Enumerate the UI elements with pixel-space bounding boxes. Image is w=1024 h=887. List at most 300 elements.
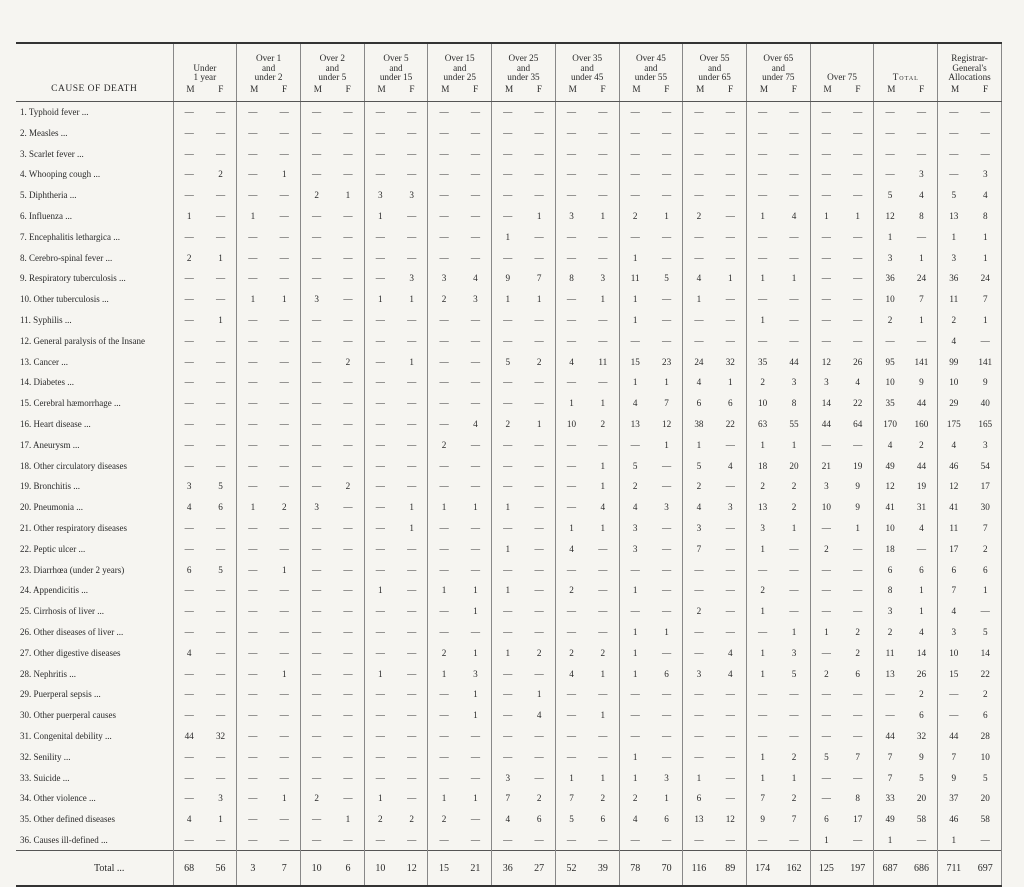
male-count-cell: — — [949, 148, 959, 159]
female-count-cell: 9 — [842, 476, 874, 497]
female-count-cell: 1 — [651, 434, 683, 455]
female-count-cell: 1 — [269, 663, 301, 684]
age-group-header — [874, 43, 938, 101]
female-count-cell: — — [523, 767, 555, 788]
male-count-cell: 4 — [569, 543, 574, 554]
female-count-cell: 5 — [969, 622, 1001, 643]
cause-label: 28. Nephritis ... — [16, 663, 173, 684]
male-count-cell: — — [248, 169, 258, 180]
male-count-cell: — — [184, 335, 194, 346]
male-count-cell: — — [694, 564, 704, 575]
male-count-cell: 2 — [569, 647, 574, 658]
male-count-cell: — — [758, 190, 768, 201]
male-count-cell: — — [184, 398, 194, 409]
female-count-cell: — — [778, 684, 810, 705]
male-count-cell: — — [312, 252, 322, 263]
male-count-cell: — — [694, 252, 704, 263]
cause-label: 18. Other circulatory diseases — [16, 455, 173, 476]
table-row — [16, 559, 1002, 580]
male-count-cell: 4 — [186, 647, 192, 658]
male-total-cell: 10 — [300, 851, 332, 887]
female-count-cell: — — [205, 642, 237, 663]
table-row — [16, 601, 1002, 622]
female-count-cell: — — [778, 830, 810, 851]
male-count-cell: — — [312, 148, 322, 159]
female-count-cell: 2 — [969, 538, 1001, 559]
female-count-cell: 1 — [651, 788, 683, 809]
female-count-cell: — — [587, 538, 619, 559]
male-count-cell: 1 — [760, 543, 765, 554]
female-count-cell: — — [651, 143, 683, 164]
female-count-cell: — — [269, 247, 301, 268]
male-count-cell: 4 — [696, 273, 702, 284]
female-count-cell: — — [396, 726, 428, 747]
female-total-cell: 56 — [205, 851, 237, 887]
female-count-cell: — — [778, 330, 810, 351]
male-count-cell: 1 — [760, 273, 765, 284]
female-count-cell: — — [842, 310, 874, 331]
male-count-cell: — — [503, 668, 513, 679]
age-group-label: Over 2 and under 5 — [318, 53, 347, 83]
male-count-cell: 3 — [696, 668, 702, 679]
female-count-cell: 14 — [969, 642, 1001, 663]
male-count-cell: 29 — [949, 398, 959, 409]
female-count-cell: — — [523, 393, 555, 414]
male-count-cell: — — [312, 730, 322, 741]
female-count-cell: 4 — [842, 372, 874, 393]
age-group-label: Over 35 and under 45 — [570, 53, 604, 83]
male-count-cell: — — [312, 814, 322, 825]
female-count-cell: 2 — [842, 622, 874, 643]
female-count-cell: — — [205, 830, 237, 851]
cause-label: 29. Puerperal sepsis ... — [16, 684, 173, 705]
female-count-cell: — — [269, 206, 301, 227]
male-count-cell: 49 — [885, 460, 895, 471]
female-count-cell: — — [332, 497, 364, 518]
female-count-cell: — — [332, 289, 364, 310]
female-count-cell: — — [715, 226, 747, 247]
female-count-cell: — — [715, 185, 747, 206]
female-count-cell: — — [460, 393, 492, 414]
male-count-cell: — — [375, 439, 385, 450]
male-count-cell: 8 — [887, 585, 893, 596]
female-count-cell: — — [269, 705, 301, 726]
table-row — [16, 310, 1002, 331]
female-count-cell: 1 — [969, 226, 1001, 247]
male-count-cell: 11 — [885, 647, 895, 658]
female-count-cell: 141 — [969, 351, 1001, 372]
cause-label: 2. Measles ... — [16, 122, 173, 143]
male-count-cell: — — [821, 772, 831, 783]
male-total-cell: 125 — [810, 851, 842, 887]
male-count-cell: — — [694, 626, 704, 637]
cause-label: 15. Cerebral hæmorrhage ... — [16, 393, 173, 414]
female-count-cell: — — [587, 164, 619, 185]
female-count-cell: 1 — [205, 809, 237, 830]
male-count-cell: — — [566, 689, 577, 700]
female-count-cell: — — [205, 663, 237, 684]
male-count-cell: — — [312, 231, 322, 242]
female-count-cell: 1 — [842, 518, 874, 539]
female-count-cell: — — [842, 580, 874, 601]
female-count-cell: 64 — [842, 414, 874, 435]
male-count-cell: — — [248, 606, 258, 617]
female-count-cell: 9 — [969, 372, 1001, 393]
male-count-cell: — — [312, 564, 322, 575]
female-count-cell: 1 — [523, 206, 555, 227]
female-count-cell: — — [842, 164, 874, 185]
female-count-cell: — — [523, 310, 555, 331]
male-count-cell: — — [566, 481, 577, 492]
female-count-cell: — — [269, 310, 301, 331]
male-count-cell: — — [949, 689, 959, 700]
male-count-cell: 1 — [569, 398, 574, 409]
male-count-cell: 95 — [885, 356, 895, 367]
male-count-cell: 1 — [378, 585, 383, 596]
female-count-cell: — — [396, 143, 428, 164]
male-count-cell: 3 — [696, 522, 702, 533]
female-count-cell: — — [205, 705, 237, 726]
female-count-cell: — — [587, 310, 619, 331]
female-count-cell: — — [651, 289, 683, 310]
male-count-cell: 21 — [821, 460, 831, 471]
cause-label: 10. Other tuberculosis ... — [16, 289, 173, 310]
male-count-cell: 2 — [696, 481, 702, 492]
female-count-cell: — — [205, 122, 237, 143]
female-count-cell: — — [523, 164, 555, 185]
female-count-cell: 3 — [906, 164, 938, 185]
male-count-cell: — — [439, 231, 449, 242]
female-count-cell: — — [205, 601, 237, 622]
table-header-row — [16, 43, 1002, 101]
male-count-cell: — — [949, 169, 959, 180]
female-count-cell: 1 — [969, 310, 1001, 331]
male-count-cell: — — [248, 418, 258, 429]
male-count-cell: 49 — [885, 814, 895, 825]
male-count-cell: 1 — [632, 252, 638, 263]
cause-label: 1. Typhoid fever ... — [16, 101, 173, 122]
male-count-cell: — — [248, 252, 258, 263]
female-count-cell: 58 — [906, 809, 938, 830]
female-count-cell: 1 — [587, 476, 619, 497]
female-count-cell: — — [651, 559, 683, 580]
male-subheader: M — [186, 83, 195, 94]
female-count-cell: 2 — [778, 746, 810, 767]
female-count-cell: 44 — [906, 393, 938, 414]
female-count-cell: 1 — [332, 185, 364, 206]
female-count-cell: — — [460, 809, 492, 830]
male-count-cell: 10 — [566, 418, 577, 429]
female-count-cell: 4 — [778, 206, 810, 227]
female-count-cell: — — [396, 622, 428, 643]
male-count-cell: — — [312, 439, 322, 450]
female-count-cell: — — [969, 601, 1001, 622]
male-count-cell: — — [312, 335, 322, 346]
female-count-cell: 3 — [396, 268, 428, 289]
age-group-label: Over 55 and under 65 — [698, 53, 731, 83]
male-count-cell: 1 — [760, 439, 765, 450]
female-count-cell: 6 — [587, 809, 619, 830]
female-total-cell: 27 — [523, 851, 555, 887]
cause-label: 9. Respiratory tuberculosis ... — [16, 268, 173, 289]
female-count-cell: — — [205, 538, 237, 559]
female-count-cell: — — [460, 455, 492, 476]
male-count-cell: — — [439, 710, 449, 721]
male-count-cell: — — [184, 107, 194, 118]
female-count-cell: 3 — [715, 497, 747, 518]
female-count-cell: — — [778, 143, 810, 164]
female-count-cell: — — [587, 622, 619, 643]
female-count-cell: 2 — [906, 684, 938, 705]
male-count-cell: 2 — [696, 211, 702, 221]
male-count-cell: — — [375, 335, 385, 346]
male-count-cell: 24 — [694, 356, 704, 367]
female-count-cell: — — [715, 767, 747, 788]
female-count-cell: 1 — [906, 247, 938, 268]
male-subheader: M — [568, 83, 577, 94]
male-count-cell: 4 — [696, 377, 702, 388]
male-count-cell: — — [630, 689, 640, 700]
male-count-cell: 1 — [505, 543, 511, 554]
table-row — [16, 330, 1002, 351]
female-count-cell: 8 — [969, 206, 1001, 227]
female-count-cell: 7 — [842, 746, 874, 767]
female-count-cell: — — [587, 434, 619, 455]
age-group-header — [746, 43, 810, 101]
age-group-label: Over 15 and under 25 — [443, 53, 476, 83]
female-count-cell: — — [523, 185, 555, 206]
female-count-cell: — — [523, 726, 555, 747]
male-count-cell: — — [694, 169, 704, 180]
table-row — [16, 788, 1002, 809]
male-count-cell: 1 — [632, 314, 638, 325]
female-count-cell: — — [715, 289, 747, 310]
male-count-cell: 1 — [569, 772, 574, 783]
male-count-cell: — — [821, 335, 831, 346]
male-count-cell: 10 — [821, 502, 831, 513]
female-count-cell: 1 — [587, 767, 619, 788]
female-count-cell: — — [778, 122, 810, 143]
female-count-cell: 4 — [460, 414, 492, 435]
male-count-cell: 1 — [760, 314, 765, 325]
table-row — [16, 455, 1002, 476]
male-count-cell: — — [694, 689, 704, 700]
table-row — [16, 476, 1002, 497]
male-count-cell: — — [503, 522, 513, 533]
male-count-cell: 2 — [696, 606, 702, 617]
male-count-cell: — — [375, 418, 385, 429]
male-total-cell: 68 — [173, 851, 205, 887]
female-total-cell: 39 — [587, 851, 619, 887]
male-count-cell: 2 — [569, 585, 574, 596]
female-count-cell: — — [460, 518, 492, 539]
female-count-cell: — — [205, 580, 237, 601]
male-count-cell: — — [375, 834, 385, 845]
male-count-cell: 46 — [949, 814, 959, 825]
female-count-cell: — — [205, 206, 237, 227]
male-count-cell: — — [694, 585, 704, 596]
male-count-cell: — — [630, 335, 640, 346]
table-row — [16, 746, 1002, 767]
female-count-cell: 22 — [842, 393, 874, 414]
male-count-cell: — — [184, 294, 194, 305]
female-count-cell: 1 — [778, 268, 810, 289]
male-count-cell: 2 — [632, 793, 638, 804]
age-group-header — [428, 43, 492, 101]
male-count-cell: 5 — [951, 190, 957, 201]
male-count-cell: — — [630, 107, 640, 118]
male-count-cell: 1 — [760, 647, 765, 658]
male-count-cell: — — [375, 148, 385, 159]
male-count-cell: — — [503, 710, 513, 721]
female-subheader: F — [473, 83, 479, 94]
male-count-cell: 10 — [885, 522, 895, 533]
male-count-cell: — — [949, 127, 959, 138]
female-count-cell: — — [651, 601, 683, 622]
male-count-cell: 13 — [885, 668, 895, 679]
table-row — [16, 726, 1002, 747]
female-count-cell: 30 — [969, 497, 1001, 518]
male-count-cell: — — [375, 107, 385, 118]
male-count-cell: — — [184, 148, 194, 159]
female-count-cell: — — [842, 330, 874, 351]
male-count-cell: 1 — [505, 502, 511, 513]
male-count-cell: — — [821, 689, 831, 700]
table-row — [16, 497, 1002, 518]
male-total-cell: 78 — [619, 851, 651, 887]
female-count-cell: — — [460, 226, 492, 247]
male-count-cell: 5 — [887, 190, 893, 201]
male-count-cell: — — [248, 772, 258, 783]
male-count-cell: — — [758, 689, 768, 700]
male-count-cell: 1 — [632, 377, 638, 388]
female-count-cell: — — [651, 185, 683, 206]
female-count-cell: — — [842, 767, 874, 788]
female-count-cell: — — [205, 101, 237, 122]
male-count-cell: 3 — [569, 211, 574, 221]
female-count-cell: — — [269, 330, 301, 351]
female-count-cell: — — [269, 642, 301, 663]
male-count-cell: 17 — [949, 543, 959, 554]
male-count-cell: — — [694, 834, 704, 845]
female-count-cell: 1 — [269, 788, 301, 809]
male-count-cell: — — [375, 772, 385, 783]
male-count-cell: 3 — [951, 626, 957, 637]
table-row — [16, 101, 1002, 122]
female-count-cell: 4 — [715, 455, 747, 476]
female-count-cell: 4 — [715, 642, 747, 663]
male-count-cell: 9 — [760, 814, 765, 825]
male-count-cell: — — [630, 606, 640, 617]
female-count-cell: — — [715, 788, 747, 809]
male-count-cell: 1 — [760, 668, 765, 679]
female-count-cell: — — [396, 330, 428, 351]
female-count-cell: — — [332, 538, 364, 559]
female-count-cell: — — [587, 101, 619, 122]
male-count-cell: — — [312, 710, 322, 721]
male-count-cell: 1 — [250, 502, 256, 513]
male-count-cell: — — [184, 127, 194, 138]
male-count-cell: — — [184, 522, 194, 533]
female-count-cell: 6 — [715, 393, 747, 414]
male-count-cell: 46 — [949, 460, 959, 471]
female-count-cell: 23 — [651, 351, 683, 372]
female-count-cell: — — [842, 143, 874, 164]
female-count-cell: 2 — [778, 788, 810, 809]
male-count-cell: — — [312, 481, 322, 492]
male-count-cell: 1 — [250, 211, 256, 221]
male-count-cell: — — [630, 190, 640, 201]
male-count-cell: — — [758, 834, 768, 845]
female-count-cell: 1 — [651, 622, 683, 643]
female-count-cell: — — [396, 393, 428, 414]
female-count-cell: — — [396, 476, 428, 497]
female-count-cell: — — [332, 767, 364, 788]
female-count-cell: — — [842, 185, 874, 206]
male-count-cell: — — [566, 252, 577, 263]
female-count-cell: 1 — [587, 705, 619, 726]
male-count-cell: 18 — [758, 460, 768, 471]
male-count-cell: 7 — [760, 793, 765, 804]
male-count-cell: 1 — [760, 751, 765, 762]
female-count-cell: — — [523, 601, 555, 622]
male-count-cell: — — [248, 647, 258, 658]
female-count-cell: 6 — [969, 705, 1001, 726]
male-count-cell: — — [439, 626, 449, 637]
female-count-cell: — — [651, 580, 683, 601]
female-count-cell: — — [460, 185, 492, 206]
female-count-cell: — — [332, 310, 364, 331]
male-count-cell: — — [375, 522, 385, 533]
male-count-cell: — — [503, 398, 513, 409]
male-count-cell: 2 — [632, 211, 638, 221]
male-count-cell: — — [630, 834, 640, 845]
female-subheader: F — [536, 83, 542, 94]
female-count-cell: 3 — [969, 164, 1001, 185]
female-count-cell: 7 — [651, 393, 683, 414]
male-count-cell: 170 — [883, 418, 897, 429]
male-count-cell: 1 — [760, 606, 765, 617]
male-count-cell: — — [758, 294, 768, 305]
female-count-cell: — — [715, 622, 747, 643]
female-count-cell: 1 — [587, 206, 619, 227]
age-group-label: Under 1 year — [193, 62, 217, 83]
male-count-cell: — — [885, 710, 895, 721]
female-count-cell: 1 — [969, 580, 1001, 601]
female-count-cell: 6 — [205, 497, 237, 518]
male-count-cell: — — [439, 356, 449, 367]
male-count-cell: 18 — [885, 543, 895, 554]
cause-label: 19. Bronchitis ... — [16, 476, 173, 497]
male-count-cell: — — [248, 356, 258, 367]
male-count-cell: — — [503, 626, 513, 637]
female-count-cell: 4 — [460, 268, 492, 289]
male-count-cell: — — [566, 314, 577, 325]
female-count-cell: — — [651, 101, 683, 122]
male-count-cell: 44 — [821, 418, 831, 429]
male-count-cell: — — [758, 148, 768, 159]
male-count-cell: — — [758, 564, 768, 575]
male-count-cell: — — [566, 502, 577, 513]
female-count-cell: — — [715, 247, 747, 268]
age-group-label: Over 5 and under 15 — [379, 53, 413, 83]
male-total-cell: 116 — [683, 851, 715, 887]
female-subheader: F — [855, 83, 861, 94]
male-count-cell: 1 — [632, 585, 638, 596]
female-count-cell: 32 — [715, 351, 747, 372]
male-count-cell: 3 — [378, 190, 383, 201]
male-count-cell: — — [312, 169, 322, 180]
